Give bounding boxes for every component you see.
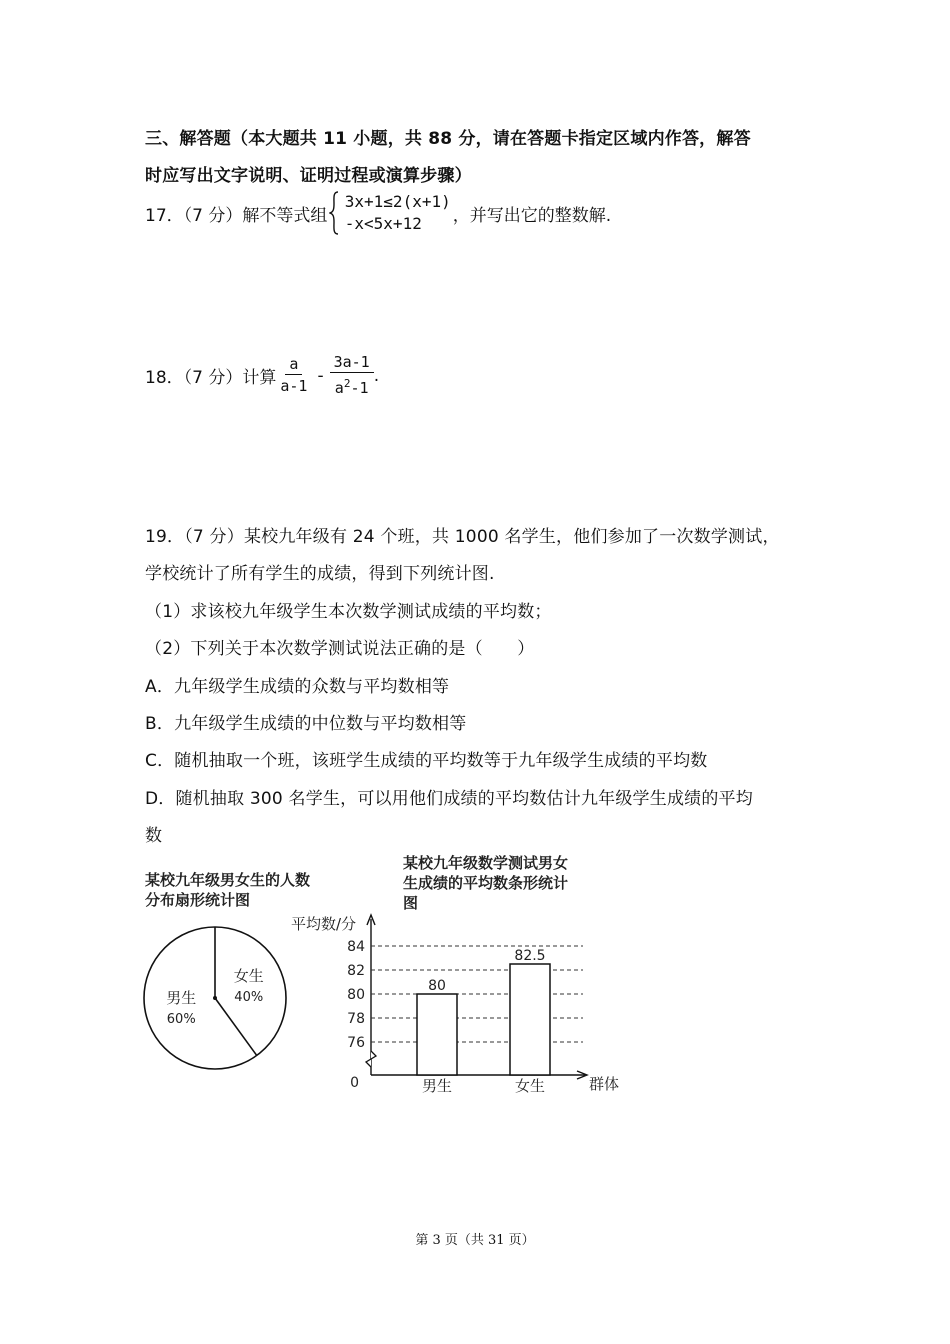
inequality-2: -x<5x+12 [344, 214, 422, 233]
y-tick-label: 78 [347, 1011, 365, 1027]
q19-line1: 19．（7 分）某校九年级有 24 个班，共 1000 名学生，他们参加了一次数学测试， [145, 527, 780, 547]
option-d-line2: 数 [145, 826, 163, 846]
pie-chart [140, 920, 300, 1080]
pie-chart-title [145, 870, 310, 910]
origin-label: 0 [350, 1075, 359, 1091]
y-tick-label: 76 [347, 1035, 365, 1051]
pie-slice-value: 60% [166, 1011, 196, 1027]
q17-prefix: 17．（7 分）解不等式组 [145, 205, 328, 226]
option-a: A．九年级学生成绩的众数与平均数相等 [145, 677, 450, 697]
q18-suffix: . [373, 365, 380, 386]
pie-center-dot [213, 996, 217, 1000]
inequality-1: 3x+1≤2(x+1) [344, 192, 451, 211]
pie-title-line2: 分布扇形统计图 [145, 891, 251, 909]
bar-title-line2: 生成绩的平均数条形统计 [403, 874, 569, 892]
inequality-system [329, 190, 450, 236]
fraction-1-numerator: a [285, 354, 302, 375]
bar-chart-title [403, 853, 568, 913]
fraction-2-den-base: a [334, 379, 344, 397]
fraction-2-den-rest: -1 [350, 379, 369, 397]
y-tick-label: 80 [347, 987, 365, 1003]
q17-suffix: ，并写出它的整数解. [452, 205, 612, 226]
fraction-1-denominator: a-1 [280, 377, 308, 395]
option-d-line1: D．随机抽取 300 名学生，可以用他们成绩的平均数估计九年级学生成绩的平均 [145, 789, 753, 809]
q18-prefix: 18．（7 分）计算 [145, 368, 277, 388]
bar-value-label: 80 [428, 978, 446, 994]
q19-line2: 学校统计了所有学生的成绩，得到下列统计图. [145, 564, 495, 584]
bar-title-line1: 某校九年级数学测试男女 [403, 854, 569, 872]
page-footer: 第 3 页（共 31 页） [415, 1233, 535, 1248]
q19-sub2: （2）下列关于本次数学测试说法正确的是（ ） [145, 639, 535, 659]
bar-title-line3: 图 [403, 894, 419, 912]
fraction-2 [330, 352, 374, 399]
bar-value-label: 82.5 [514, 948, 546, 964]
pie-title-line1: 某校九年级男女生的人数 [145, 871, 311, 889]
pie-boundary-line [215, 998, 257, 1055]
fraction-2-numerator: 3a-1 [330, 352, 374, 373]
pie-slice-label: 男生 [166, 988, 197, 1007]
option-c: C．随机抽取一个班，该班学生成绩的平均数等于九年级学生成绩的平均数 [145, 751, 708, 771]
question-18 [145, 352, 379, 399]
axis-break-icon [366, 1051, 376, 1067]
x-category-label: 女生 [514, 1077, 546, 1095]
minus-sign: - [317, 365, 324, 386]
option-b: B．九年级学生成绩的中位数与平均数相等 [145, 714, 467, 734]
bar [510, 964, 550, 1075]
section-title-line2: 时应写出文字说明、证明过程或演算步骤） [145, 166, 472, 186]
fraction-1 [276, 354, 311, 397]
x-axis-label: 群体 [589, 1075, 620, 1093]
pie-slice-value: 40% [234, 990, 264, 1006]
pie-slice-label: 女生 [233, 967, 264, 986]
fraction-2-denominator [331, 373, 373, 399]
fraction-2-den-exponent: 2 [343, 377, 351, 390]
y-axis-label: 平均数/分 [291, 915, 357, 933]
bar-chart [285, 905, 645, 1100]
x-category-label: 男生 [421, 1077, 453, 1095]
y-tick-label: 84 [347, 939, 365, 955]
left-brace-icon [329, 190, 339, 236]
section-title-line1: 三、解答题（本大题共 11 小题，共 88 分，请在答题卡指定区域内作答，解答 [145, 129, 751, 149]
bar [417, 994, 457, 1075]
y-tick-label: 82 [347, 963, 365, 979]
q19-sub1: （1）求该校九年级学生本次数学测试成绩的平均数； [145, 602, 552, 622]
question-17 [145, 190, 611, 236]
